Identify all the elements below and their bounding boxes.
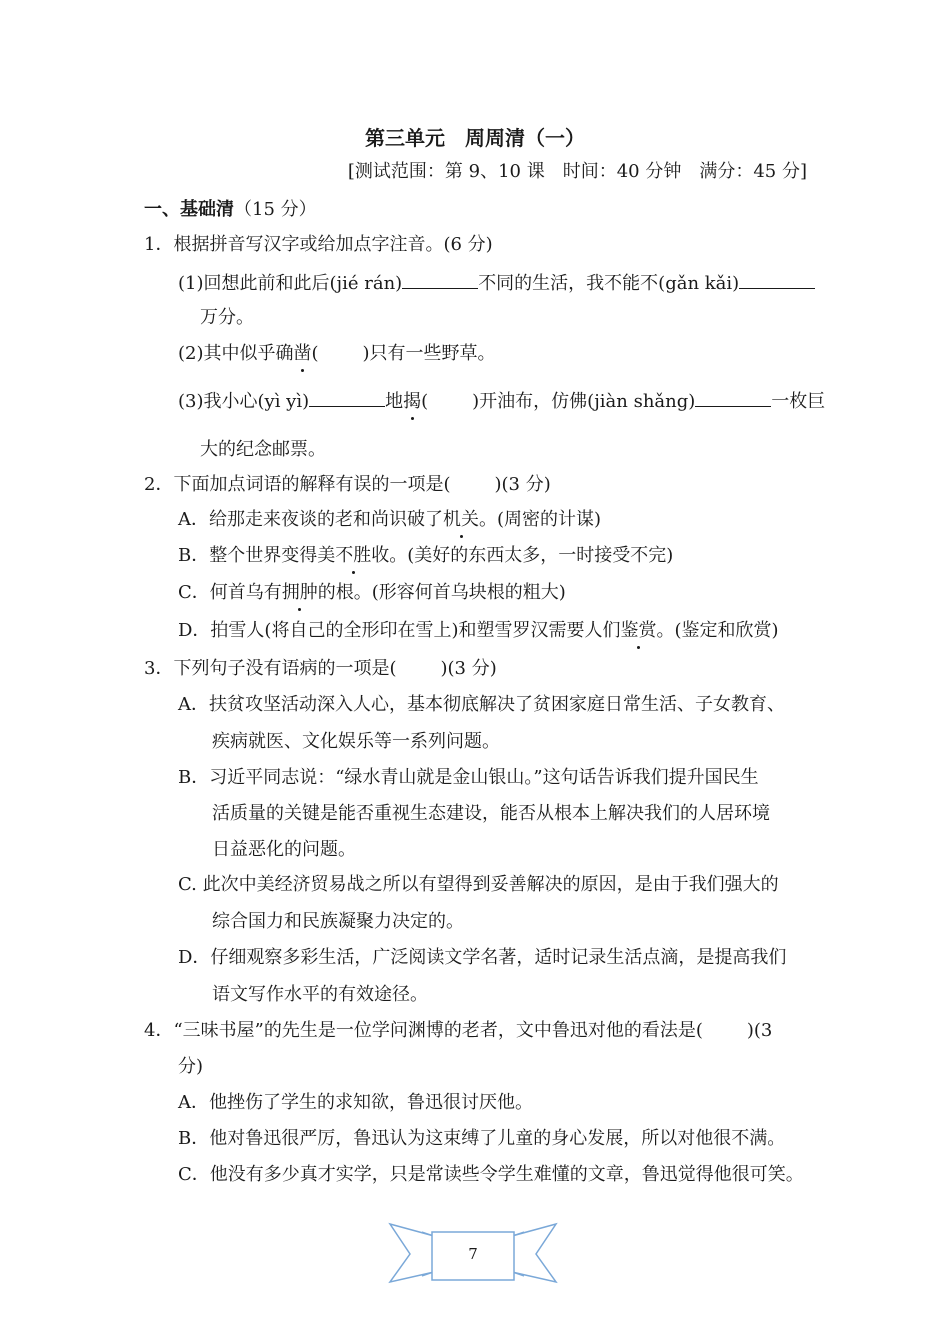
q4-stem-score: )(3	[746, 1020, 773, 1041]
q2-c-post: 的根。(形容何首乌块根的粗大)	[317, 582, 566, 603]
question-3-option-d: D．仔细观察多彩生活，广泛阅读文学名著，适时记录生活点滴，是提高我们	[178, 947, 787, 968]
section-score: （15 分）	[234, 199, 317, 220]
question-1-part-1	[178, 270, 815, 296]
test-scope: [测试范围：第 9、10 课 时间：40 分钟 满分：45 分]	[347, 161, 807, 182]
q2-c-pre: C．何首乌有	[178, 582, 282, 603]
question-3-option-c: C. 此次中美经济贸易战之所以有望得到妥善解决的原因，是由于我们强大的	[178, 874, 779, 895]
q2-b-pre: B．整个世界变得	[178, 545, 318, 566]
question-3-option-b-cont2: 日益恶化的问题。	[212, 839, 356, 860]
q1-p3-text-a: (3)我小心(yì yì)	[178, 391, 310, 412]
question-2-option-b	[178, 544, 673, 568]
page-title: 第三单元 周周清（一）	[365, 126, 585, 150]
q2-d-post: 。(鉴定和欣赏)	[656, 620, 779, 641]
dotted-word: 拥肿	[281, 582, 318, 603]
q1-p1-text-a: (1)回想此前和此后(jié rán)	[178, 273, 403, 294]
dotted-word: 机关	[443, 509, 479, 530]
q1-p3-text-e: 一枚巨	[771, 391, 826, 412]
q1-p1-text-b: 不同的生活，我不能不(gǎn kǎi)	[478, 273, 740, 294]
page-number: 7	[468, 1245, 478, 1263]
section-title: 一、基础清	[144, 199, 234, 220]
dotted-char: 凿	[293, 343, 312, 364]
section-heading	[144, 198, 317, 222]
answer-blank[interactable]	[402, 270, 478, 289]
question-1-part-1-cont: 万分。	[200, 307, 254, 328]
q1-p2-text-c: )只有一些野草。	[362, 343, 496, 364]
question-2-stem	[144, 473, 551, 497]
q3-stem-score: )(3 分)	[440, 658, 497, 679]
q2-a-pre: A．给那走来夜谈的老和尚识破了	[178, 509, 443, 530]
question-2-option-a	[178, 508, 601, 532]
q3-stem-text: 3．下列句子没有语病的一项是(	[144, 658, 397, 679]
q2-stem-text: 2．下面加点词语的解释有误的一项是(	[144, 474, 451, 495]
q1-p3-text-d: )开油布，仿佛(jiàn shǎng)	[472, 391, 696, 412]
question-3-stem	[144, 657, 497, 681]
question-3-option-b: B．习近平同志说：“绿水青山就是金山银山。”这句话告诉我们提升国民生	[178, 767, 759, 788]
dotted-char: 揭	[403, 391, 422, 412]
q2-stem-score: )(3 分)	[494, 474, 551, 495]
q4-stem-text: 4．“三味书屋”的先生是一位学问渊博的老者，文中鲁迅对他的看法是(	[144, 1020, 703, 1041]
q2-b-post: 。(美好的东西太多，一时接受不完)	[389, 545, 674, 566]
question-1-part-3-cont: 大的纪念邮票。	[200, 439, 326, 460]
question-4-option-b: B．他对鲁迅很严厉，鲁迅认为这束缚了儿童的身心发展，所以对他很不满。	[178, 1128, 786, 1149]
question-1-part-2	[178, 342, 496, 366]
q2-d-pre: D．拍雪人(将自己的全形印在雪上)和塑雪罗汉需要人们	[178, 620, 621, 641]
question-4-stem	[144, 1019, 772, 1043]
question-1-stem: 1．根据拼音写汉字或给加点字注音。(6 分)	[144, 234, 493, 255]
dotted-word: 鉴赏	[620, 620, 657, 641]
question-2-option-d	[178, 619, 779, 643]
q1-p3-paren-open: (	[421, 391, 429, 412]
answer-blank[interactable]	[309, 388, 385, 407]
question-2-option-c	[178, 581, 566, 605]
q2-a-post: 。(周密的计谋)	[479, 509, 602, 530]
question-3-option-d-cont: 语文写作水平的有效途径。	[212, 984, 428, 1005]
q1-p3-text-b: 地	[385, 391, 404, 412]
q1-p2-text-a: (2)其中似乎确	[178, 343, 294, 364]
question-4-option-a: A．他挫伤了学生的求知欲，鲁迅很讨厌他。	[178, 1092, 533, 1113]
question-4-option-c: C．他没有多少真才实学，只是常读些令学生难懂的文章，鲁迅觉得他很可笑。	[178, 1164, 804, 1185]
dotted-word: 美不胜收	[317, 545, 390, 566]
question-4-stem-cont: 分)	[178, 1056, 204, 1077]
answer-blank[interactable]	[695, 388, 771, 407]
question-3-option-a-cont: 疾病就医、文化娱乐等一系列问题。	[212, 731, 500, 752]
q1-p2-paren-open: (	[311, 343, 319, 364]
question-3-option-b-cont: 活质量的关键是能否重视生态建设，能否从根本上解决我们的人居环境	[212, 803, 770, 824]
answer-blank[interactable]	[739, 270, 815, 289]
question-3-option-a: A．扶贫攻坚活动深入人心，基本彻底解决了贫困家庭日常生活、子女教育、	[178, 694, 785, 715]
question-1-part-3	[178, 388, 825, 414]
question-3-option-c-cont: 综合国力和民族凝聚力决定的。	[212, 911, 464, 932]
